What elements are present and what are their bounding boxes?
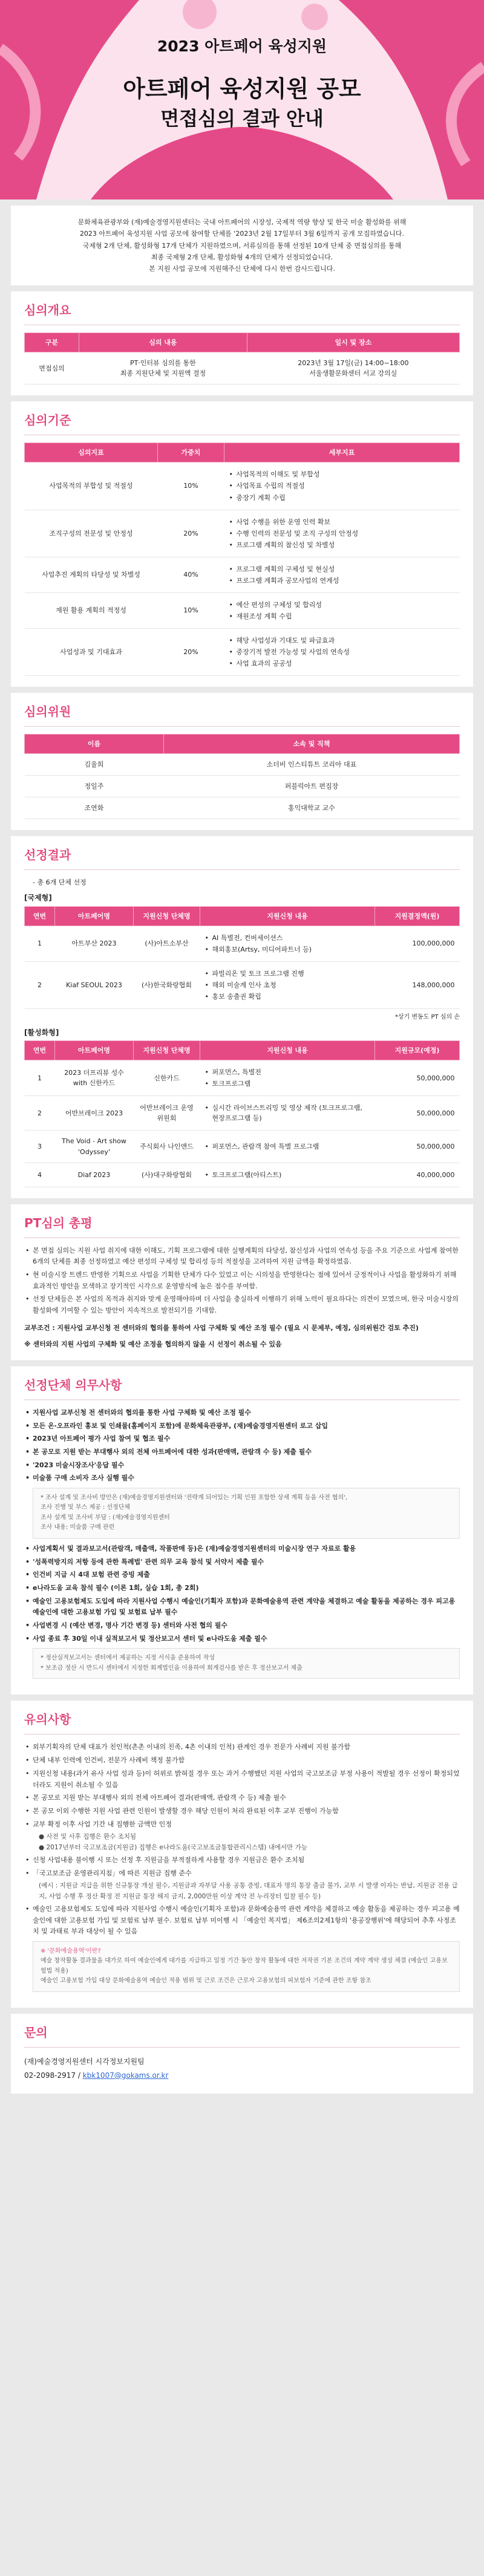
table-cell: 2 [25, 1096, 55, 1131]
intro-line: 2023 아트페어 육성지원 사업 공모에 참여할 단체를 '2023년 2월 17일부터 3월 6일까지 공개 모집하였습니다. [79, 230, 405, 238]
list-item: • 「국고보조금 운영관리지침」에 따른 지원금 집행 준수 [24, 1868, 460, 1880]
list-item: • 지원신청 내용(과거 유사 사업 성과 등)이 허위로 밝혀질 경우 또는 과거 수행했던 지원 사업의 국고보조금 부정 사용이 적발될 경우 선정이 확정되었더라도 지원이 취소될 수 있음 [24, 1768, 460, 1791]
table-cell: 사업추진 계획의 타당성 및 차별성 [25, 557, 158, 592]
list-item: • 프로그램 계획의 구체성 및 현실성 [229, 564, 455, 574]
notes-sub [39, 1832, 460, 1853]
hero-subtitle: 2023 아트페어 육성지원 [157, 37, 327, 55]
list-item: • 예술인 고용보험제도 도입에 따라 지원사업 수행시 예술인(기획자 포함)과 문화예술용역 관련 계약을 체결하고 예술 활동을 제공하는 경우 피고용 예술인에 대한 고용보험 가입 및 보험료 납부 필수 [24, 1596, 460, 1618]
table-row [25, 1096, 460, 1131]
intl-label: [국제형] [24, 894, 52, 903]
list-item: • 실시간 라이브스트리밍 및 영상 제작 (토크프로그램, 현장프로그램 등) [205, 1103, 370, 1123]
cell-line: PT·인터뷰 심의를 통한 [129, 359, 196, 368]
list-item: • AI 특별전, 컨버세이션스 [205, 933, 370, 943]
table-cell: 40% [158, 557, 224, 592]
intro-line: 문화체육관광부와 (재)예술경영지원센터는 국내 아트페어의 시장성, 국제적 역량 향상 및 한국 미술 활성화를 위해 [77, 218, 407, 226]
table-header: 지원신청 내용 [200, 906, 375, 926]
table-cell: 40,000,000 [375, 1163, 460, 1187]
table-header: 가중치 [158, 443, 224, 462]
table-cell [200, 1131, 375, 1163]
list-item: • 사업 효과의 공공성 [229, 658, 455, 669]
table-header: 아트페어명 [55, 906, 134, 926]
list-item: • 사업목표 수립의 적절성 [229, 481, 455, 491]
list-item: • '2023 미술시장조사'응답 필수 [24, 1460, 460, 1471]
list-item: • 사업목적의 이해도 및 부합성 [229, 469, 455, 479]
note-line: * 정산실적보고서는 센터에서 제공하는 지정 서식을 준용하여 작성 [41, 1655, 215, 1662]
section-title: 선정단체 의무사항 [24, 1376, 460, 1400]
table-cell [200, 1060, 375, 1096]
list-item: • 프로그램 계획과 공모사업의 연계성 [229, 576, 455, 586]
grant-warning: ※ 센터와의 지원 사업의 구체화 및 예산 조정을 협의하지 않을 시 선정이 취소될 수 있음 [24, 1340, 282, 1348]
table-row [25, 557, 460, 592]
sub-line: ● 사전 및 사후 집행은 환수 조치됨 [39, 1833, 137, 1841]
table-cell: Kiaf SEOUL 2023 [55, 962, 134, 1009]
table-cell: 148,000,000 [375, 962, 460, 1009]
list-item: • 중장기적 발전 가능성 및 사업의 연속성 [229, 647, 455, 657]
list-item: • 재원조성 계획 수립 [229, 611, 455, 621]
table-cell [247, 352, 459, 384]
hero-title-sub: 면접심의 결과 안내 [160, 107, 324, 130]
duties-list [24, 1407, 460, 1484]
table-cell: 10% [158, 462, 224, 510]
table-cell: 김율희 [25, 754, 164, 776]
table-cell: 조직구성의 전문성 및 안정성 [25, 510, 158, 557]
table-cell: 3 [25, 1131, 55, 1163]
table-cell [79, 352, 247, 384]
contact-phone: 02-2098-2917 / [24, 2071, 83, 2080]
intro-text [11, 206, 473, 285]
committee-section [11, 693, 473, 830]
intro-line: 최종 국제형 2개 단체, 활성화형 4개의 단체가 선정되었습니다. [151, 253, 333, 261]
review-list [24, 1245, 460, 1317]
contact-info [24, 2055, 460, 2083]
list-item: • 예산 편성의 구체성 및 합리성 [229, 600, 455, 610]
table-row [25, 352, 460, 384]
cell-line: 최종 지원단체 및 지원액 결정 [120, 369, 206, 378]
list-item: • 단체 내부 인력에 인건비, 전문가 사례비 책정 불가함 [24, 1755, 460, 1767]
list-item: • 수행 인력의 전문성 및 조직 구성의 안정성 [229, 528, 455, 539]
list-item: • 해당 사업성과 기대도 및 파급효과 [229, 635, 455, 646]
contact-line [24, 2069, 460, 2083]
note-line: ※ '문화예술용역'이란? [41, 1947, 101, 1955]
table-row [25, 962, 460, 1009]
table-header: 지원규모(예정) [375, 1041, 460, 1060]
list-item: • 파빌리온 및 토크 프로그램 진행 [205, 968, 370, 979]
table-cell [200, 1163, 375, 1187]
list-item: • 사업변경 시 (예산 변경, 명사 기간 변경 등) 센터와 사전 협의 필수 [24, 1620, 460, 1632]
list-item: • 신청 사업내용 불이행 시 또는 선정 후 지원금을 부적절하게 사용할 경우 지원금은 환수 조치됨 [24, 1855, 460, 1866]
contact-org: (재)예술경영지원센터 시각정보지원팀 [24, 2057, 145, 2066]
table-cell [224, 462, 460, 510]
note-line: 조사 내용: 미술품 구매 관련 [41, 1524, 115, 1531]
table-row [25, 1131, 460, 1163]
table-header: 심의 내용 [79, 333, 247, 352]
service-note-box [33, 1941, 460, 1992]
table-row [25, 776, 460, 797]
list-item: • 토크프로그램 [205, 1079, 370, 1089]
note-line: 예술인 고용보험 가입 대상 문화예술용역 예술인 적용 범위 및 근로 조건은 근로자 고용보험의 피보험자 기준에 관한 조항 참조 [41, 1977, 371, 1985]
duties-section [11, 1366, 473, 1695]
list-item: • 외부기획자의 단체 대표가 친인척(촌촌 이내의 친족, 4촌 이내의 인척) 관계인 경우 전문가 사례비 지원 불가함 [24, 1742, 460, 1753]
table-cell: 소더비 인스티튜트 코리아 대표 [164, 754, 460, 776]
cell-line: 2023년 3월 17일(금) 14:00~18:00 [298, 359, 409, 368]
table-header: 지원신청 단체명 [134, 1041, 200, 1060]
table-cell [200, 926, 375, 961]
table-cell: 사업성과 및 기대효과 [25, 628, 158, 675]
table-cell: 재원 활용 계획의 적정성 [25, 592, 158, 628]
notes-list-3 [24, 1904, 460, 1938]
table-cell [224, 510, 460, 557]
table-cell: 50,000,000 [375, 1060, 460, 1096]
list-item: • 사업 종료 후 30일 이내 실적보고서 및 정산보고서 센터 및 e나라도움 제출 필수 [24, 1634, 460, 1645]
list-item: • 본 공모 이외 수행한 지원 사업 관련 인원이 발생할 경우 해당 인원이 처리 완료된 이후 교부 진행이 가능함 [24, 1806, 460, 1817]
list-item: • 본 공모로 지원 받는 부대행사 외의 전체 아트페어에 대한 성과(판매액, 관람객 수 등) 제출 필수 [24, 1447, 460, 1458]
table-header: 이름 [25, 735, 164, 754]
table-cell: 10% [158, 592, 224, 628]
results-section [11, 836, 473, 1198]
section-title: 문의 [24, 2023, 460, 2048]
list-item: • 사업계획서 및 결과보고서(관람객, 매출액, 작품판매 등)은 (재)예술경영지원센터의 미술시장 연구 자료로 활용 [24, 1543, 460, 1555]
duties-list-2 [24, 1543, 460, 1645]
table-row [25, 797, 460, 819]
table-cell: 50,000,000 [375, 1131, 460, 1163]
table-cell: (사)아트소부산 [134, 926, 200, 961]
list-item: • 본 면접 심의는 지원 사업 취지에 대한 이해도, 기획 프로그램에 대한 실행계획의 타당성, 참신성과 사업의 연속성 등을 주요 기준으로 사업계 참여한 6개의 단체를 최종 선정하였고 예산 편성의 구체성 및 합리성 등의 적절성을 고려하여 지원 금액을 확정하였음. [24, 1245, 460, 1268]
section-title: 유의사항 [24, 1710, 460, 1734]
table-cell [224, 628, 460, 675]
list-item: • 인건비 지급 시 4대 보험 관련 증빙 제출 [24, 1569, 460, 1581]
table-cell: 사업목적의 부합성 및 적절성 [25, 462, 158, 510]
table-cell: 어반브레이크 운영위원회 [134, 1096, 200, 1131]
note-line: 조사 설계 및 조사비 부담 : (재)예술경영지원센터 [41, 1514, 170, 1521]
table-cell: 어반브레이크 2023 [55, 1096, 134, 1131]
notes-list-2 [24, 1855, 460, 1879]
table-cell: 퍼블릭아트 편집장 [164, 776, 460, 797]
table-row [25, 628, 460, 675]
section-title: 심의기준 [24, 411, 460, 435]
table-cell [200, 1096, 375, 1131]
note-line: * 조사 설계 및 조사비 방안은 (재)예술경영지원센터와 '전략계 되어있는 기획 인원 포함한 상세 계획 등을 사전 협의', [41, 1494, 348, 1501]
cell-line: 서울생활문화센터 서교 강의실 [309, 369, 397, 378]
grant-condition: 교부조건 : 지원사업 교부신청 전 센터와의 협의를 통하여 사업 구체화 및 예산 조정 필수 (필요 시 문제부, 예정, 심의위원간 검토 추진) [24, 1323, 419, 1332]
notes-list [24, 1742, 460, 1830]
list-item: • 퍼포먼스, 관람객 참여 특별 프로그램 [205, 1141, 370, 1152]
table-header: 지원신청 내용 [200, 1041, 375, 1060]
list-item: • 예술인 고용보험제도 도입에 따라 지원사업 수행시 예술인(기획자 포함)과 문화예술용역 관련 계약을 체결하고 예술 활동을 제공하는 경우 피고용 예술인에 대한 고용보험 가입 및 보험료 납부 필수. 보험료 납부 미이행 시 「예술인 복지법」 제6조의2제1항의 '용공장행위'에 해당되어 추후 사정조치 및 과태료 부과 대상이 될 수 있음 [24, 1904, 460, 1938]
table-header: 아트페어명 [55, 1041, 134, 1060]
list-item: • 해외홍보(Artsy, 미디어파트너 등) [205, 944, 370, 955]
committee-table [24, 734, 460, 819]
notes-example: (예시 : 지원금 지급을 위한 신규통장 개설 필수, 지원금과 자부담 사용 공통 증빙, 대표자 명의 통장 출금 불가, 교부 시 발생 이자는 반납, 지원금 전용 급지, 사업 수행 후 정산 확정 전 지원금 통장 해지 금지, 2,000만원 이상 계약 전 누리장터 입찰 필수 등) [39, 1882, 458, 1900]
list-item: • 지원사업 교부신청 전 센터와의 협의를 통한 사업 구체화 및 예산 조정 필수 [24, 1407, 460, 1419]
table-cell: 아트부산 2023 [55, 926, 134, 961]
hero-title: 아트페어 육성지원 공모 [123, 76, 361, 102]
table-cell: 2 [25, 962, 55, 1009]
table-cell: 100,000,000 [375, 926, 460, 961]
table-cell: 1 [25, 926, 55, 961]
table-cell: 조연화 [25, 797, 164, 819]
list-item: • 미술품 구매 소비자 조사 실행 필수 [24, 1473, 460, 1484]
table-cell: 주식회사 나인앤드 [134, 1131, 200, 1163]
intl-note: *상기 변동도 PT 심의 손 [394, 1014, 460, 1021]
contact-email-link[interactable]: kbk1007@gokams.or.kr [82, 2071, 169, 2080]
list-item: • 사업 수행을 위한 운영 인력 확보 [229, 517, 455, 527]
table-cell [200, 962, 375, 1009]
table-header: 일시 및 장소 [247, 333, 459, 352]
list-item: • e나라도움 교육 참석 필수 (이론 1회, 실습 1회, 총 2회) [24, 1583, 460, 1594]
table-header: 지원결정액(원) [375, 906, 460, 926]
criteria-section [11, 401, 473, 687]
section-title: PT심의 총평 [24, 1214, 460, 1238]
list-item: • 교부 확정 이후 사업 기간 내 집행한 금액만 인정 [24, 1819, 460, 1831]
contact-section [11, 2014, 473, 2094]
list-item: • 2023년 아트페어 평가 사업 참여 및 협조 필수 [24, 1433, 460, 1445]
table-cell: The Void - Art show 'Odyssey' [55, 1131, 134, 1163]
section-title: 심의개요 [24, 301, 460, 325]
act-results-table [24, 1040, 460, 1187]
table-header: 세부지표 [224, 443, 460, 462]
criteria-table [24, 443, 460, 676]
table-cell: (사)한국화랑협회 [134, 962, 200, 1009]
table-cell: 20% [158, 628, 224, 675]
list-item: • 퍼포먼스, 특별전 [205, 1067, 370, 1077]
hero-banner [0, 0, 484, 200]
table-cell: 1 [25, 1060, 55, 1096]
act-label: [활성화형] [24, 1028, 59, 1037]
table-row [25, 462, 460, 510]
intro-line: 본 지원 사업 공모에 지원해주신 단체에 다시 한번 감사드립니다. [149, 265, 335, 273]
intro-line: 국제형 2개 단체, 활성화형 17개 단체가 지원하였으며, 서류심의를 통해 선정된 10개 단체 중 면접심의를 통해 [82, 241, 402, 250]
list-item: • 홍보 송출권 확립 [205, 991, 370, 1002]
overview-table [24, 333, 460, 384]
table-row [25, 510, 460, 557]
table-header: 구분 [25, 333, 79, 352]
table-cell: 신한카드 [134, 1060, 200, 1096]
list-item: • 선정 단체들은 본 사업의 목적과 취지와 맞게 운영해야하며 더 사업을 충실하게 이행하기 위해 노력이 필요하다는 의견이 모였으며, 한국 미술시장의 활성화에 기여할 수 있는 방안이 지속적으로 발전되기를 기대함. [24, 1294, 460, 1316]
table-cell [224, 592, 460, 628]
table-row [25, 926, 460, 961]
list-item: • 현 미술시장 트렌드 반영한 기획으로 사업을 기획한 단체가 다수 있었고 이는 시의성을 반영한다는 점에 있어서 긍정적이나 사업을 활성화하기 위해 효과적인 방안을 모색하고 장기적인 시각으로 운영방식에 높은 점수를 부여함. [24, 1270, 460, 1292]
list-item: • 모든 온·오프라인 홍보 및 인쇄물(홈페이지 포함)에 문화체육관광부, (재)예술경영지원센터 로고 삽입 [24, 1421, 460, 1432]
table-cell: 홍익대학교 교수 [164, 797, 460, 819]
table-cell [224, 557, 460, 592]
settlement-note-box [33, 1648, 460, 1679]
list-item: • 프로그램 계획의 참신성 및 차별성 [229, 540, 455, 550]
sub-line: ● 2017년부터 국고보조금(지원금) 집행은 e나라도움(국고보조금통합관리시스템) 내에서만 가능 [39, 1843, 307, 1851]
overview-section [11, 291, 473, 395]
table-header: 지원신청 단체명 [134, 906, 200, 926]
table-row [25, 592, 460, 628]
table-cell: 50,000,000 [375, 1096, 460, 1131]
table-cell: 면접심의 [25, 352, 79, 384]
results-total: - 총 6개 단체 선정 [33, 878, 87, 887]
table-header: 소속 및 직책 [164, 735, 460, 754]
table-row [25, 754, 460, 776]
review-section [11, 1204, 473, 1360]
intl-results-table [24, 906, 460, 1009]
list-item: • 해외 미술계 인사 초청 [205, 980, 370, 990]
list-item: • 중장기 계획 수립 [229, 493, 455, 503]
list-item: • 본 공모로 지원 받는 부대행사 외의 전체 아트페어 결과(판매액, 관람객 수 등) 제출 필수 [24, 1792, 460, 1804]
list-item: • '성폭력방지의 저항 등에 관한 특례법' 관련 의무 교육 참석 및 서약서 제출 필수 [24, 1557, 460, 1568]
table-cell: 20% [158, 510, 224, 557]
table-cell: 4 [25, 1163, 55, 1187]
table-row [25, 1163, 460, 1187]
table-cell: 2023 더프리뷰 성수 with 신한카드 [55, 1060, 134, 1096]
table-cell: Diaf 2023 [55, 1163, 134, 1187]
note-line: 조사 진행 및 부스 제공 : 선정단체 [41, 1504, 131, 1511]
note-line: * 보조금 정산 시 반드시 센터에서 지정한 회계법인을 이용하여 회계검사를 받은 후 정산보고서 제출 [41, 1664, 302, 1672]
survey-note-box [33, 1488, 460, 1539]
table-row [25, 1060, 460, 1096]
bottom-spacer [0, 2094, 484, 2106]
notes-section [11, 1701, 473, 2008]
note-line: 예술 창작활동 결과물을 대가로 하여 예술인에게 대가를 지급하고 일정 기간 동안 창작 활동에 대한 저작권 기본 조건의 계약 계약 생성 체결 (예술인 고용보험법 적용) [41, 1958, 448, 1974]
table-header: 연번 [25, 906, 55, 926]
section-title: 선정결과 [24, 846, 460, 870]
table-cell: 정일주 [25, 776, 164, 797]
table-header: 심의지표 [25, 443, 158, 462]
table-header: 연번 [25, 1041, 55, 1060]
list-item: • 토크프로그램(아티스트) [205, 1170, 370, 1180]
table-cell: (사)대구화랑협회 [134, 1163, 200, 1187]
section-title: 심의위원 [24, 702, 460, 727]
